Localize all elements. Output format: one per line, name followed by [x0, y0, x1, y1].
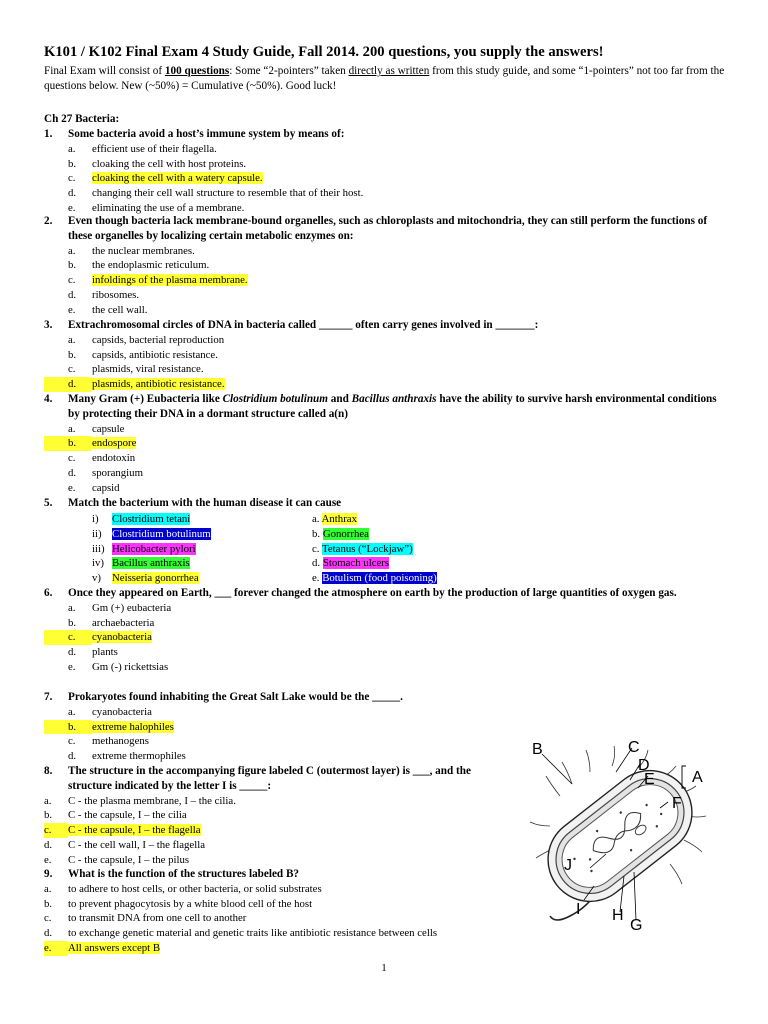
disease-name: Botulism (food poisoning) [322, 572, 437, 585]
option-a: a. efficient use of their flagella. [68, 142, 217, 155]
highlighted-answer: infoldings of the plasma membrane. [92, 274, 248, 287]
label-i: I [576, 901, 581, 918]
highlighted-answer: cyanobacteria [92, 631, 152, 644]
question-text: Even though bacteria lack membrane-bound organelles, such as chloroplasts and mitochondria, they can still perform the functions of these organelles by localizing certain metabolic enzymes on: [68, 215, 708, 242]
matching-row: ii) Clostridium botulinum b. Gonorrhea [92, 527, 369, 540]
matching-row: i) Clostridium tetani a. Anthrax [92, 513, 357, 525]
option-a: a. the nuclear membranes. [68, 244, 195, 257]
question-number: 4. [44, 393, 53, 405]
matching-row: v) Neisseria gonorrhea e. Botulism (food poisoning) [92, 572, 437, 585]
question-number: 2. [44, 215, 53, 227]
question-number: 8. [44, 765, 53, 777]
disease-name: Stomach ulcers [322, 557, 390, 570]
matching-row: iii) Helicobacter pylori c. Tetanus (“Lockjaw”) [92, 542, 413, 555]
option-e: e. Gm (-) rickettsias [68, 660, 169, 673]
question-text: What is the function of the structures labeled B? [68, 868, 299, 880]
question-text: The structure in the accompanying figure labeled C (outermost layer) is ___, and the structure indicated by the letter I is _____: [68, 765, 471, 792]
option-b: b. endospore [44, 436, 724, 451]
option-e: e. C - the capsule, I – the pilus [44, 853, 190, 866]
option-a: a. cyanobacteria [68, 705, 152, 718]
question-number: 9. [44, 868, 53, 880]
label-h: H [612, 907, 624, 924]
question-number: 6. [44, 587, 53, 599]
italic-species: Bacillus anthraxis [351, 393, 437, 405]
question-2 [44, 214, 724, 318]
question-number: 1. [44, 128, 53, 140]
option-b: b. cloaking the cell with host proteins. [68, 157, 247, 170]
option-e: e. eliminating the use of a membrane. [68, 201, 245, 214]
option-d: d. to exchange genetic material and genetic traits like antibiotic resistance between cells [44, 927, 438, 940]
page-number: 1 [381, 962, 387, 974]
question-9 [44, 867, 544, 956]
italic-species: Clostridium botulinum [222, 393, 328, 405]
option-c: c. to transmit DNA from one cell to another [44, 912, 247, 925]
bacterium-diagram [520, 736, 720, 936]
section-heading: Ch 27 Bacteria: [44, 113, 120, 125]
page-title: K101 / K102 Final Exam 4 Study Guide, Fall 2014. 200 questions, you supply the answers! [44, 44, 604, 60]
intro-underline: directly as written [348, 65, 430, 77]
question-4: 4. Many Gram (+) Eubacteria like Clostridium botulinum and Bacillus anthraxis have the ability to survive harsh environmental conditions by protecting their DNA in a dormant structure called a(n) a. capsule b. endospore c. endotoxin d. sporangium e. capsid [44, 392, 724, 496]
option-b: b. C - the capsule, I – the cilia [44, 809, 187, 822]
highlighted-answer: endospore [92, 437, 137, 450]
question-1 [44, 127, 724, 216]
option-a: a. Gm (+) eubacteria [68, 601, 172, 614]
option-a: a. capsule [68, 422, 125, 435]
option-b: b. capsids, antibiotic resistance. [68, 348, 218, 361]
label-d: D [638, 757, 650, 774]
option-e: e. capsid [68, 481, 120, 494]
label-j: J [564, 857, 572, 874]
intro-paragraph [44, 64, 734, 94]
option-d: d. ribosomes. [68, 288, 140, 301]
option-a: a. capsids, bacterial reproduction [68, 333, 225, 346]
option-d: d. sporangium [68, 466, 143, 479]
highlighted-answer: plasmids, antibiotic resistance. [92, 378, 225, 391]
disease-name: Tetanus (“Lockjaw”) [322, 542, 413, 555]
label-c: C [628, 739, 640, 756]
question-text: Once they appeared on Earth, ___ forever changed the atmosphere on earth by the production of large quantities of oxygen gas. [68, 587, 677, 599]
bacterium-name: Neisseria gonorrhea [112, 572, 199, 585]
question-number: 5. [44, 497, 53, 509]
label-f: F [672, 795, 682, 812]
label-a: A [692, 769, 703, 786]
bracket-a [682, 766, 686, 788]
option-c: c. cloaking the cell with a watery capsule. [68, 172, 263, 185]
highlighted-answer: C - the capsule, I – the flagella [68, 824, 201, 837]
matching-row: iv) Bacillus anthraxis d. Stomach ulcers [92, 557, 390, 570]
bacterium-name: Clostridium botulinum [112, 527, 211, 540]
question-3 [44, 318, 724, 392]
option-b: b. extreme halophiles [44, 720, 724, 735]
question-text: Match the bacterium with the human disease it can cause [68, 497, 342, 509]
question-number: 3. [44, 319, 53, 331]
bacterium-name: Clostridium tetani [112, 513, 191, 525]
highlighted-answer: extreme halophiles [92, 720, 174, 733]
option-d: d. plants [68, 646, 118, 659]
intro-emphasis: 100 questions [164, 65, 230, 77]
matching-table [92, 512, 492, 586]
option-d: d. changing their cell wall structure to resemble that of their host. [68, 187, 364, 200]
question-number: 7. [44, 691, 53, 703]
label-g: G [630, 917, 643, 934]
option-c: c. infoldings of the plasma membrane. [68, 274, 248, 287]
question-text: Some bacteria avoid a host’s immune system by means of: [68, 128, 345, 140]
intro-text: : Some “2-pointers” taken [229, 65, 349, 77]
disease-name: Gonorrhea [322, 527, 369, 540]
intro-text: from this study guide, and some “1-pointers” not too far from the questions below. New (~50%) = Cumulative (~50%). Good luck! [44, 65, 725, 92]
question-8 [44, 764, 514, 868]
option-e: e. All answers except B [44, 941, 161, 954]
question-5 [44, 496, 724, 511]
question-text: Prokaryotes found inhabiting the Great Salt Lake would be the _____. [68, 691, 403, 703]
option-e: e. the cell wall. [68, 303, 148, 316]
option-d: d. plasmids, antibiotic resistance. [44, 377, 724, 392]
option-b: b. to prevent phagocytosis by a white blood cell of the host [44, 897, 313, 910]
option-d: d. C - the cell wall, I – the flagella [44, 838, 206, 851]
option-c: c. plasmids, viral resistance. [68, 363, 204, 376]
highlighted-answer: cloaking the cell with a watery capsule. [92, 172, 263, 185]
label-e: E [644, 771, 655, 788]
option-c: c. cyanobacteria [44, 630, 724, 645]
bacterium-name: Helicobacter pylori [112, 542, 196, 555]
disease-name: Anthrax [321, 513, 357, 525]
option-c: c. methanogens [68, 735, 149, 748]
option-c: c. endotoxin [68, 452, 136, 465]
question-text: Extrachromosomal circles of DNA in bacteria called ______ often carry genes involved in _______: [68, 319, 539, 331]
option-d: d. extreme thermophiles [68, 750, 186, 763]
question-6 [44, 586, 724, 675]
intro-text: Final Exam will consist of [44, 65, 165, 77]
label-b: B [532, 741, 543, 758]
highlighted-answer: All answers except B [68, 941, 161, 954]
option-b: b. archaebacteria [68, 616, 155, 629]
option-b: b. the endoplasmic reticulum. [68, 259, 210, 272]
option-a: a. C - the plasma membrane, I – the cilia. [44, 794, 236, 807]
option-a: a. to adhere to host cells, or other bacteria, or solid substrates [44, 882, 322, 895]
bacterium-name: Bacillus anthraxis [112, 557, 190, 570]
option-c: c. C - the capsule, I – the flagella [44, 824, 201, 837]
